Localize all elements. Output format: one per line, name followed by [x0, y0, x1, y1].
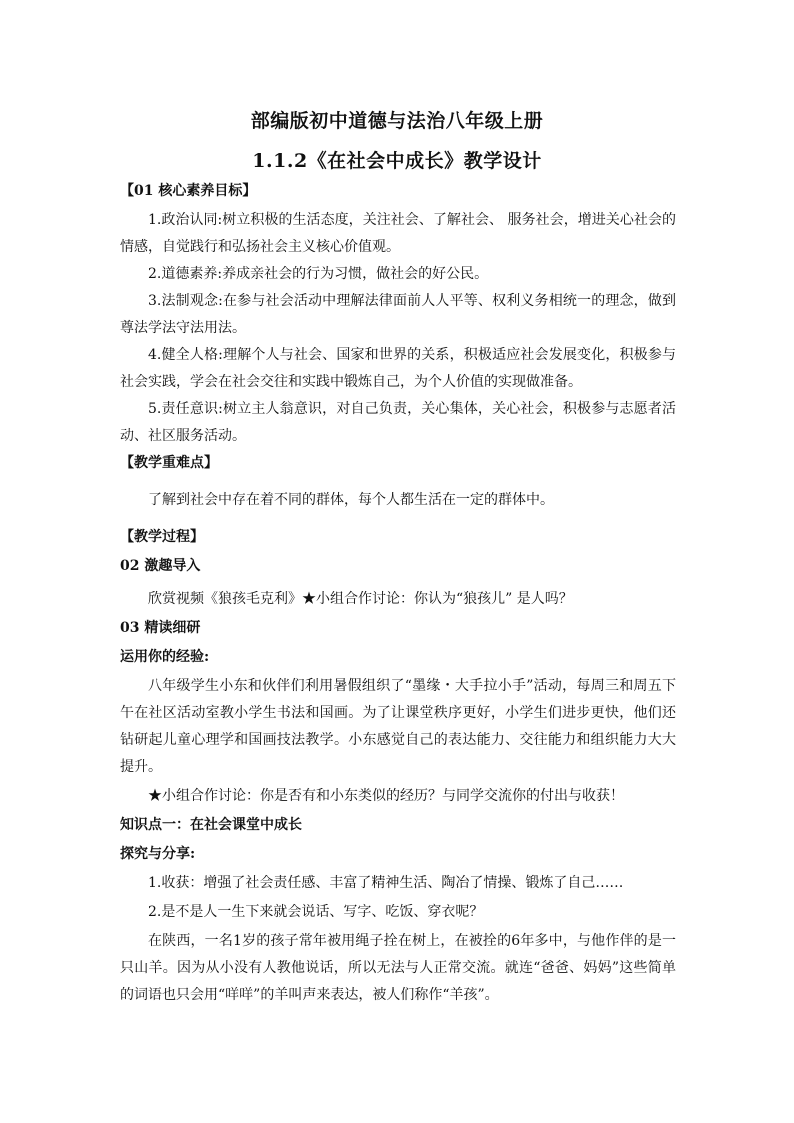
- explore-item: 1.收获：增强了社会责任感、丰富了精神生活、陶冶了情操、锻炼了自己……: [148, 875, 624, 891]
- section-heading-core-goals: 【01 核心素养目标】: [120, 183, 257, 199]
- core-goal-item: 2.道德素养:养成亲社会的行为习惯，做社会的好公民。: [148, 266, 489, 282]
- core-goal-item: 5.责任意识:树立主人翁意识，对自己负责，关心集体，关心社会，积极参与志愿者活动、社区服务活动。: [120, 401, 676, 444]
- document-body: [120, 178, 676, 1009]
- discussion-text: ★小组合作讨论：你是否有和小东类似的经历？与同学交流你的付出与收获！: [148, 788, 624, 804]
- core-goal-item: 4.健全人格:理解个人与社会、国家和世界的关系，积极适应社会发展变化，积极参与社会实践，学会在社会交往和实践中锻炼自己，为个人价值的实现做准备。: [120, 347, 676, 390]
- explore-item: 2.是不是人一生下来就会说话、写字、吃饭、穿衣呢？: [148, 904, 484, 920]
- intro-text: 欣赏视频《狼孩毛克利》★小组合作讨论：你认为“狼孩儿” 是人吗？: [148, 591, 573, 607]
- story-text: 在陕西，一名1岁的孩子常年被用绳子拴在树上，在被拴的6年多中，与他作伴的是一只山羊。因为从小没有人教他说话，所以无法与人正常交流。就连“爸爸、妈妈”这些简单的词语也只会用“咩咩”的羊叫声来表达，被人们称作“羊孩”。: [120, 933, 676, 1003]
- study-heading: 03 精读细研: [120, 620, 201, 636]
- section-heading-key-points: 【教学重难点】: [120, 455, 218, 471]
- document-subtitle: 1.1.2《在社会中成长》教学设计: [252, 150, 542, 172]
- section-heading-process: 【教学过程】: [120, 529, 204, 545]
- key-points-text: 了解到社会中存在着不同的群体，每个人都生活在一定的群体中。: [148, 492, 554, 508]
- core-goal-item: 3.法制观念:在参与社会活动中理解法律面前人人平等、权利义务相统一的理念，做到尊法学法守法用法。: [120, 293, 676, 336]
- experience-heading: 运用你的经验:: [120, 649, 210, 665]
- experience-text: 八年级学生小东和伙伴们利用暑假组织了“墨缘・大手拉小手”活动，每周三和周五下午在社区活动室教小学生书法和国画。为了让课堂秩序更好，小学生们进步更快，他们还钻研起儿童心理学和国画技法教学。小东感觉自己的表达能力、交往能力和组织能力大大提升。: [120, 678, 676, 775]
- core-goal-item: 1.政治认同:树立积极的生活态度，关注社会、了解社会、 服务社会，增进关心社会的情感，自觉践行和弘扬社会主义核心价值观。: [120, 212, 676, 255]
- explore-heading: 探究与分享:: [120, 846, 196, 862]
- knowledge-point-heading: 知识点一：在社会课堂中成长: [120, 817, 302, 833]
- document-title: 部编版初中道德与法治八年级上册: [250, 110, 544, 132]
- intro-heading: 02 激趣导入: [120, 558, 201, 574]
